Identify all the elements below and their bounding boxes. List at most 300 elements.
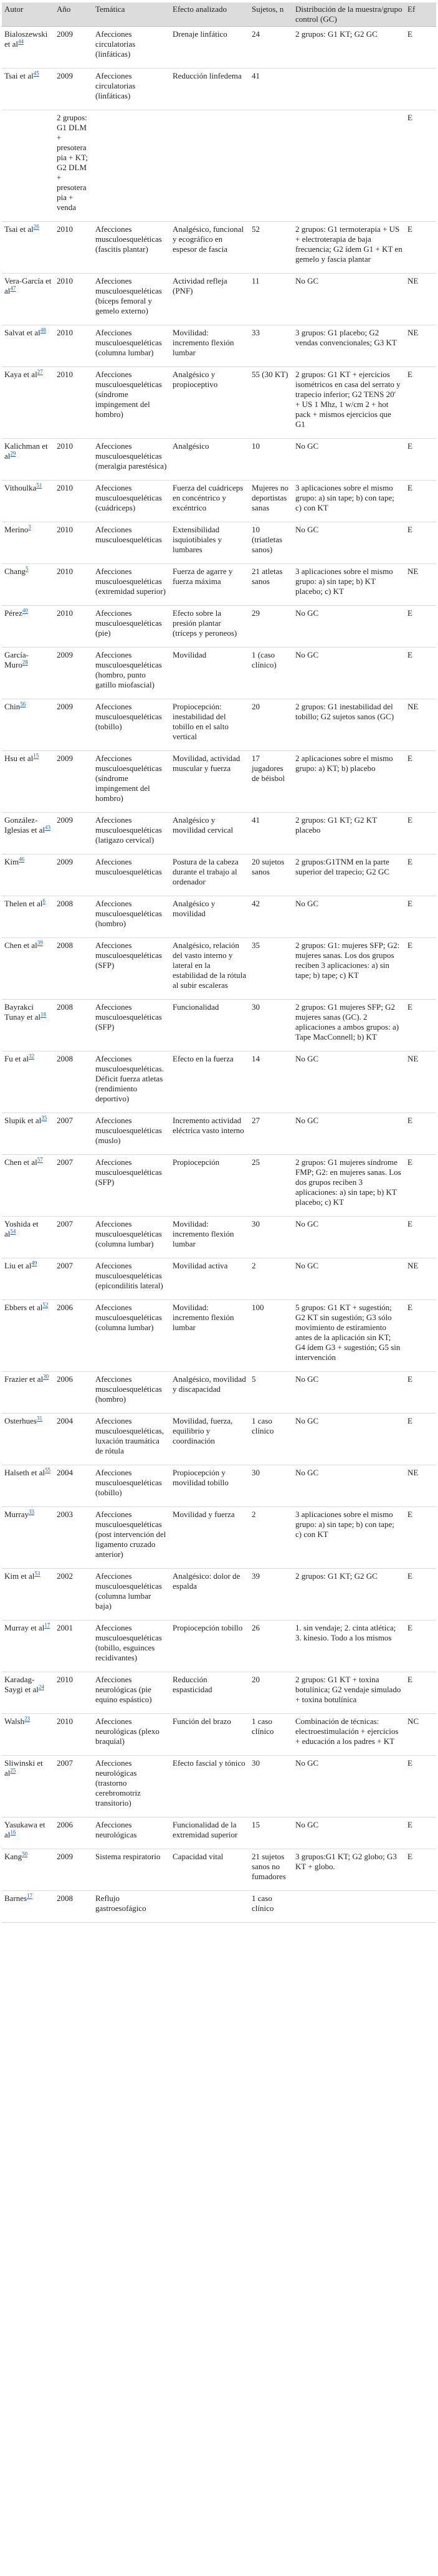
table-row xyxy=(2,1465,436,1507)
table-row xyxy=(2,1113,436,1155)
effect-cell: Actividad refleja (PNF) xyxy=(170,274,249,325)
reference-link[interactable]: 44 xyxy=(18,38,24,45)
table-row xyxy=(2,1714,436,1756)
table-row xyxy=(2,69,436,110)
author-cell xyxy=(2,699,54,751)
subjects-cell: 55 (30 KT) xyxy=(249,367,293,439)
author-name: Liu et al xyxy=(4,1261,32,1270)
header-row xyxy=(2,2,436,27)
author-cell xyxy=(2,1569,54,1621)
author-cell xyxy=(2,606,54,648)
distribution-cell: 2 grupos: G1 mujeres SFP; G2 mujeres sanas (GC). 2 aplicaciones a ambos grupos: a) Tape MacConnell; b) KT xyxy=(293,1000,405,1051)
topic-cell: Sistema respiratorio xyxy=(93,1849,170,1891)
author-name: Slupik et al xyxy=(4,1116,42,1125)
efficacy-cell: NE xyxy=(405,1051,436,1113)
year-cell: 2010 xyxy=(54,222,93,274)
author-name: Bialoszewski et al xyxy=(4,29,48,49)
distribution-cell: 2 aplicaciones sobre el mismo grupo: a) KT; b) placebo xyxy=(293,751,405,813)
topic-cell: Afecciones musculoesqueléticas (hombro) xyxy=(93,1372,170,1414)
author-cell xyxy=(2,1051,54,1113)
reference-link[interactable]: 39 xyxy=(37,939,43,946)
reference-link[interactable]: 32 xyxy=(29,1053,34,1060)
efficacy-cell: E xyxy=(405,1155,436,1217)
reference-link[interactable]: 17 xyxy=(27,1892,33,1899)
distribution-cell: 3 grupos:G1 KT; G2 globo; G3 KT + globo. xyxy=(293,1849,405,1891)
table-row xyxy=(2,855,436,896)
subjects-cell: 20 xyxy=(249,699,293,751)
year-cell: 2 grupos: G1 DLM + presoterapia + KT; G2 DLM + presoterapia + venda xyxy=(54,110,93,222)
effect-cell: Movilidad activa xyxy=(170,1258,249,1300)
table-row xyxy=(2,1300,436,1372)
distribution-cell xyxy=(293,69,405,110)
efficacy-cell: E xyxy=(405,1817,436,1849)
subjects-cell: 35 xyxy=(249,938,293,1000)
table-row xyxy=(2,222,436,274)
year-cell: 2008 xyxy=(54,938,93,1000)
reference-link[interactable]: 5 xyxy=(25,565,29,572)
subjects-cell: 10 (triatletas sanos) xyxy=(249,522,293,564)
effect-cell: Analgésico: dolor de espalda xyxy=(170,1569,249,1621)
topic-cell: Afecciones musculoesqueléticas (columna lumbar) xyxy=(93,1300,170,1372)
topic-cell: Afecciones musculoesqueléticas (columna lumbar) xyxy=(93,325,170,367)
efficacy-cell: NE xyxy=(405,699,436,751)
author-cell xyxy=(2,1621,54,1672)
author-cell xyxy=(2,648,54,699)
subjects-cell: 26 xyxy=(249,1621,293,1672)
table-row xyxy=(2,699,436,751)
efficacy-cell: E xyxy=(405,855,436,896)
author-name: González-Iglesias et al xyxy=(4,815,45,835)
author-name: Hsu et al xyxy=(4,754,34,763)
author-name: Kim et al xyxy=(4,1571,35,1581)
table-row xyxy=(2,648,436,699)
topic-cell: Reflujo gastroesofágico xyxy=(93,1891,170,1923)
year-cell: 2010 xyxy=(54,1714,93,1756)
author-name: Yoshida et al xyxy=(4,1219,39,1238)
distribution-cell: 3 aplicaciones sobre el mismo grupo: a) sin tape; b) con tape; c) con KT xyxy=(293,1507,405,1569)
author-name: Murray xyxy=(4,1510,29,1519)
distribution-cell: No GC xyxy=(293,1414,405,1465)
distribution-cell: 3 aplicaciones sobre el mismo grupo: a) sin tape; b) KT placebo; c) KT xyxy=(293,564,405,606)
reference-link[interactable]: 57 xyxy=(37,1156,43,1163)
effect-cell: Analgésico y movilidad xyxy=(170,896,249,938)
year-cell: 2010 xyxy=(54,606,93,648)
year-cell: 2010 xyxy=(54,439,93,481)
distribution-cell: 3 aplicaciones sobre el mismo grupo: a) sin tape; b) con tape; c) con KT xyxy=(293,481,405,522)
reference-link[interactable]: 27 xyxy=(37,368,43,375)
distribution-cell: No GC xyxy=(293,439,405,481)
author-cell xyxy=(2,110,54,222)
reference-link[interactable]: 56 xyxy=(20,701,26,707)
effect-cell: Funcionalidad de la extremidad superior xyxy=(170,1817,249,1849)
year-cell: 2010 xyxy=(54,367,93,439)
header-autor: Autor xyxy=(2,2,54,27)
reference-link[interactable]: 53 xyxy=(34,1570,40,1577)
efficacy-cell: E xyxy=(405,110,436,222)
topic-cell: Afecciones neurológicas xyxy=(93,1817,170,1849)
effect-cell: Propiocepción y movilidad tobillo xyxy=(170,1465,249,1507)
efficacy-cell: E xyxy=(405,1000,436,1051)
effect-cell: Propiocepción xyxy=(170,1155,249,1217)
reference-link[interactable]: 52 xyxy=(42,1301,49,1308)
subjects-cell: 1 caso clínico xyxy=(249,1414,293,1465)
efficacy-cell: E xyxy=(405,439,436,481)
subjects-cell: 33 xyxy=(249,325,293,367)
year-cell: 2009 xyxy=(54,855,93,896)
effect-cell xyxy=(170,110,249,222)
distribution-cell: No GC xyxy=(293,1817,405,1849)
year-cell: 2009 xyxy=(54,69,93,110)
efficacy-cell: E xyxy=(405,896,436,938)
author-cell xyxy=(2,1465,54,1507)
reference-link[interactable]: 17 xyxy=(44,1622,50,1629)
year-cell: 2009 xyxy=(54,699,93,751)
reference-link[interactable]: 47 xyxy=(10,285,16,292)
efficacy-cell: E xyxy=(405,813,436,855)
year-cell: 2009 xyxy=(54,751,93,813)
topic-cell: Afecciones musculoesqueléticas (latigazo cervical) xyxy=(93,813,170,855)
table-body xyxy=(2,27,436,1923)
table-row xyxy=(2,27,436,69)
author-name: Halseth et al xyxy=(4,1468,45,1477)
reference-link[interactable]: 18 xyxy=(40,1011,47,1018)
table-row xyxy=(2,1051,436,1113)
distribution-cell: No GC xyxy=(293,1258,405,1300)
author-cell xyxy=(2,1000,54,1051)
reference-link[interactable]: 26 xyxy=(33,223,39,230)
author-name: Tsai et al xyxy=(4,224,34,234)
subjects-cell: 41 xyxy=(249,813,293,855)
subjects-cell: 20 xyxy=(249,1672,293,1714)
author-cell xyxy=(2,1155,54,1217)
effect-cell: Analgésico y movilidad cervical xyxy=(170,813,249,855)
table-row xyxy=(2,1258,436,1300)
distribution-cell: 2 grupos: G1 KT; G2 GC xyxy=(293,1569,405,1621)
effect-cell: Propiocepción tobillo xyxy=(170,1621,249,1672)
topic-cell: Afecciones musculoesqueléticas (extremidad superior) xyxy=(93,564,170,606)
effect-cell: Funcionalidad xyxy=(170,1000,249,1051)
efficacy-cell: E xyxy=(405,1300,436,1372)
year-cell: 2006 xyxy=(54,1300,93,1372)
topic-cell: Afecciones musculoesqueléticas (cuádriceps) xyxy=(93,481,170,522)
reference-link[interactable]: 25 xyxy=(10,1767,16,1774)
subjects-cell: 52 xyxy=(249,222,293,274)
subjects-cell: 17 jugadores de béisbol xyxy=(249,751,293,813)
topic-cell: Afecciones circulatorias (linfáticas) xyxy=(93,27,170,69)
subjects-cell: 30 xyxy=(249,1217,293,1258)
reference-link[interactable]: 50 xyxy=(22,1851,28,1857)
efficacy-cell: E xyxy=(405,1849,436,1891)
table-row xyxy=(2,1000,436,1051)
author-name: Bayrakci Tunay et al xyxy=(4,1002,41,1022)
reference-link[interactable]: 29 xyxy=(10,450,16,457)
author-cell xyxy=(2,522,54,564)
effect-cell: Movilidad: incremento flexión lumbar xyxy=(170,1300,249,1372)
efficacy-cell xyxy=(405,1891,436,1923)
author-cell xyxy=(2,27,54,69)
efficacy-cell: E xyxy=(405,1507,436,1569)
distribution-cell: No GC xyxy=(293,1217,405,1258)
year-cell: 2010 xyxy=(54,1672,93,1714)
reference-link[interactable]: 49 xyxy=(31,1260,37,1266)
author-cell xyxy=(2,813,54,855)
topic-cell: Afecciones musculoesqueléticas (hombro, punto gatillo miofascial) xyxy=(93,648,170,699)
reference-link[interactable]: 31 xyxy=(37,1415,42,1422)
year-cell: 2010 xyxy=(54,481,93,522)
table-row xyxy=(2,1414,436,1465)
topic-cell: Afecciones musculoesqueléticas (síndrome impingement del hombro) xyxy=(93,367,170,439)
topic-cell: Afecciones musculoesqueléticas (hombro) xyxy=(93,896,170,938)
effect-cell: Movilidad: incremento flexión lumbar xyxy=(170,1217,249,1258)
author-name: Karadag-Saygi et al xyxy=(4,1675,39,1694)
distribution-cell: 2 grupos: G1 KT + toxina botulínica; G2 vendaje simulado + toxina botulínica xyxy=(293,1672,405,1714)
author-cell xyxy=(2,1507,54,1569)
author-cell xyxy=(2,1672,54,1714)
subjects-cell: 25 xyxy=(249,1155,293,1217)
year-cell: 2010 xyxy=(54,325,93,367)
topic-cell: Afecciones musculoesqueléticas (tobillo) xyxy=(93,1465,170,1507)
year-cell: 2006 xyxy=(54,1372,93,1414)
effect-cell: Analgésico, relación del vasto interno y lateral en la estabilidad de la rótula al subir escaleras xyxy=(170,938,249,1000)
effect-cell: Movilidad y fuerza xyxy=(170,1507,249,1569)
author-name: Chin xyxy=(4,702,21,711)
effect-cell: Analgésico, funcional y ecográfico en espesor de fascia xyxy=(170,222,249,274)
distribution-cell xyxy=(293,110,405,222)
effect-cell: Efecto en la fuerza xyxy=(170,1051,249,1113)
year-cell: 2007 xyxy=(54,1155,93,1217)
reference-link[interactable]: 33 xyxy=(29,1508,34,1515)
reference-link[interactable]: 45 xyxy=(33,70,39,77)
year-cell: 2010 xyxy=(54,564,93,606)
topic-cell: Afecciones musculoesqueléticas (meralgia parestésica) xyxy=(93,439,170,481)
subjects-cell: 1 (caso clínico) xyxy=(249,648,293,699)
author-name: Vera-García et al xyxy=(4,276,52,295)
reference-link[interactable]: 48 xyxy=(40,327,46,333)
table-row xyxy=(2,439,436,481)
efficacy-cell: E xyxy=(405,1672,436,1714)
reference-link[interactable]: 35 xyxy=(41,1114,47,1121)
efficacy-cell: E xyxy=(405,481,436,522)
subjects-cell: 21 sujetos sanos no fumadores xyxy=(249,1849,293,1891)
studies-table xyxy=(2,2,436,1923)
author-cell xyxy=(2,1817,54,1849)
efficacy-cell: E xyxy=(405,222,436,274)
topic-cell: Afecciones musculoesqueléticas (muslo) xyxy=(93,1113,170,1155)
effect-cell: Extensibilidad isquiotibiales y lumbares xyxy=(170,522,249,564)
effect-cell: Movilidad, actividad muscular y fuerza xyxy=(170,751,249,813)
effect-cell: Analgésico, movilidad y discapacidad xyxy=(170,1372,249,1414)
author-cell xyxy=(2,1300,54,1372)
author-cell xyxy=(2,1372,54,1414)
author-cell xyxy=(2,69,54,110)
subjects-cell: 42 xyxy=(249,896,293,938)
efficacy-cell: NE xyxy=(405,274,436,325)
subjects-cell: 30 xyxy=(249,1465,293,1507)
author-name: Tsai et al xyxy=(4,71,34,80)
table-row xyxy=(2,606,436,648)
year-cell: 2007 xyxy=(54,1113,93,1155)
topic-cell xyxy=(93,110,170,222)
table-row xyxy=(2,274,436,325)
reference-link[interactable]: 16 xyxy=(10,1829,16,1836)
table-header xyxy=(2,2,436,27)
table-row xyxy=(2,938,436,1000)
table-row xyxy=(2,1372,436,1414)
author-name: Pérez xyxy=(4,608,22,618)
reference-link[interactable]: 46 xyxy=(19,856,25,863)
author-name: Kalichman et al xyxy=(4,441,48,461)
reference-link[interactable]: 43 xyxy=(44,824,50,831)
table-row xyxy=(2,1155,436,1217)
topic-cell: Afecciones musculoesqueléticas (bíceps femoral y gemelo externo) xyxy=(93,274,170,325)
author-name: Frazier et al xyxy=(4,1374,44,1384)
topic-cell: Afecciones musculoesqueléticas (síndrome impingement del hombro) xyxy=(93,751,170,813)
distribution-cell: 2 grupos: G1 KT; G2 KT placebo xyxy=(293,813,405,855)
effect-cell: Movilidad xyxy=(170,648,249,699)
distribution-cell: No GC xyxy=(293,1756,405,1817)
efficacy-cell xyxy=(405,69,436,110)
subjects-cell: 2 xyxy=(249,1507,293,1569)
table-row xyxy=(2,325,436,367)
reference-link[interactable]: 51 xyxy=(36,482,42,489)
table-row xyxy=(2,1621,436,1672)
reference-link[interactable]: 54 xyxy=(10,1228,16,1235)
subjects-cell xyxy=(249,110,293,222)
reference-link[interactable]: 6 xyxy=(42,898,45,904)
distribution-cell xyxy=(293,1891,405,1923)
year-cell: 2003 xyxy=(54,1507,93,1569)
author-name: Merino xyxy=(4,525,29,534)
reference-link[interactable]: 30 xyxy=(43,1373,49,1380)
header-sujetos: Sujetos, n xyxy=(249,2,293,27)
topic-cell: Afecciones musculoesqueléticas (epicondilitis lateral) xyxy=(93,1258,170,1300)
effect-cell: Incremento actividad eléctrica vasto interno xyxy=(170,1113,249,1155)
topic-cell: Afecciones neurológicas (trastorno cerebromotriz transitorio) xyxy=(93,1756,170,1817)
reference-link[interactable]: 55 xyxy=(44,1467,50,1473)
distribution-cell: No GC xyxy=(293,1113,405,1155)
author-name: Fu et al xyxy=(4,1054,29,1063)
distribution-cell: 2 grupos: G1: mujeres SFP; G2: mujeres sanas. Los dos grupos reciben 3 aplicaciones: a) sin tape; b) tape; c) KT xyxy=(293,938,405,1000)
subjects-cell: Mujeres no deportistas sanas xyxy=(249,481,293,522)
author-cell xyxy=(2,564,54,606)
distribution-cell: No GC xyxy=(293,896,405,938)
distribution-cell: No GC xyxy=(293,1051,405,1113)
reference-link[interactable]: 24 xyxy=(38,1683,44,1690)
efficacy-cell: E xyxy=(405,1756,436,1817)
efficacy-cell: E xyxy=(405,1113,436,1155)
subjects-cell: 1 caso clínico xyxy=(249,1714,293,1756)
efficacy-cell: E xyxy=(405,27,436,69)
effect-cell: Postura de la cabeza durante el trabajo al ordenador xyxy=(170,855,249,896)
efficacy-cell: E xyxy=(405,1569,436,1621)
topic-cell: Afecciones musculoesqueléticas. Déficit fuerza atletas (rendimiento deportivo) xyxy=(93,1051,170,1113)
effect-cell: Capacidad vital xyxy=(170,1849,249,1891)
author-name: Chen et al xyxy=(4,1157,37,1167)
year-cell: 2007 xyxy=(54,1258,93,1300)
effect-cell: Analgésico y propioceptivo xyxy=(170,367,249,439)
year-cell: 2004 xyxy=(54,1465,93,1507)
distribution-cell: No GC xyxy=(293,522,405,564)
author-cell xyxy=(2,855,54,896)
table-row xyxy=(2,896,436,938)
effect-cell: Movilidad: incremento flexión lumbar xyxy=(170,325,249,367)
efficacy-cell: NE xyxy=(405,1258,436,1300)
table-row xyxy=(2,522,436,564)
author-name: Kim xyxy=(4,857,19,866)
author-name: García-Muro xyxy=(4,650,29,669)
reference-link[interactable]: 3 xyxy=(28,524,31,530)
table-row xyxy=(2,481,436,522)
topic-cell: Afecciones musculoesqueléticas (columna lumbar) xyxy=(93,1217,170,1258)
efficacy-cell: E xyxy=(405,1414,436,1465)
effect-cell: Movilidad, fuerza, equilibrio y coordinación xyxy=(170,1414,249,1465)
efficacy-cell: E xyxy=(405,367,436,439)
subjects-cell: 10 xyxy=(249,439,293,481)
distribution-cell: No GC xyxy=(293,648,405,699)
distribution-cell: No GC xyxy=(293,1465,405,1507)
author-name: Yasukawa et al xyxy=(4,1820,45,1839)
subjects-cell: 100 xyxy=(249,1300,293,1372)
topic-cell: Afecciones musculoesqueléticas (SFP) xyxy=(93,938,170,1000)
table-row xyxy=(2,564,436,606)
topic-cell: Afecciones musculoesqueléticas xyxy=(93,522,170,564)
year-cell: 2008 xyxy=(54,1000,93,1051)
header-ef: Ef xyxy=(405,2,436,27)
reference-link[interactable]: 23 xyxy=(24,1715,31,1722)
reference-link[interactable]: 15 xyxy=(33,752,39,759)
effect-cell: Efecto sobre la presión plantar (tríceps y peroneos) xyxy=(170,606,249,648)
subjects-cell: 24 xyxy=(249,27,293,69)
distribution-cell: No GC xyxy=(293,606,405,648)
author-cell xyxy=(2,325,54,367)
subjects-cell: 29 xyxy=(249,606,293,648)
subjects-cell: 1 caso clínico xyxy=(249,1891,293,1923)
author-cell xyxy=(2,1113,54,1155)
author-cell xyxy=(2,896,54,938)
author-cell xyxy=(2,274,54,325)
author-name: Salvat et al xyxy=(4,328,40,337)
year-cell: 2001 xyxy=(54,1621,93,1672)
year-cell: 2004 xyxy=(54,1414,93,1465)
subjects-cell: 30 xyxy=(249,1000,293,1051)
subjects-cell: 2 xyxy=(249,1258,293,1300)
author-name: Kaya et al xyxy=(4,370,37,379)
effect-cell: Fuerza de agarre y fuerza máxima xyxy=(170,564,249,606)
reference-link[interactable]: 28 xyxy=(22,659,28,666)
topic-cell: Afecciones musculoesqueléticas (columna lumbar baja) xyxy=(93,1569,170,1621)
author-name: Kang xyxy=(4,1852,22,1861)
topic-cell: Afecciones musculoesqueléticas (SFP) xyxy=(93,1155,170,1217)
effect-cell: Reducción espasticidad xyxy=(170,1672,249,1714)
distribution-cell: 2 grupos: G1 termoterapia + US + electroterapia de baja frecuencia; G2 ídem G1 + KT en gemelo y fascia plantar xyxy=(293,222,405,274)
distribution-cell: 5 grupos: G1 KT + sugestión; G2 KT sin sugestión; G3 sólo movimiento de estiramiento antes de la aplicación sin KT; G4 ídem G3 + sugestión; G5 sin intervención xyxy=(293,1300,405,1372)
year-cell: 2009 xyxy=(54,648,93,699)
efficacy-cell: NE xyxy=(405,325,436,367)
efficacy-cell: E xyxy=(405,606,436,648)
topic-cell: Afecciones circulatorias (linfáticas) xyxy=(93,69,170,110)
year-cell: 2008 xyxy=(54,1051,93,1113)
author-cell xyxy=(2,1891,54,1923)
table-row xyxy=(2,367,436,439)
reference-link[interactable]: 40 xyxy=(22,607,28,614)
table-row xyxy=(2,813,436,855)
author-cell xyxy=(2,1714,54,1756)
author-cell xyxy=(2,481,54,522)
author-cell xyxy=(2,439,54,481)
author-name: Vithoulka xyxy=(4,483,37,492)
table-row xyxy=(2,751,436,813)
effect-cell: Función del brazo xyxy=(170,1714,249,1756)
